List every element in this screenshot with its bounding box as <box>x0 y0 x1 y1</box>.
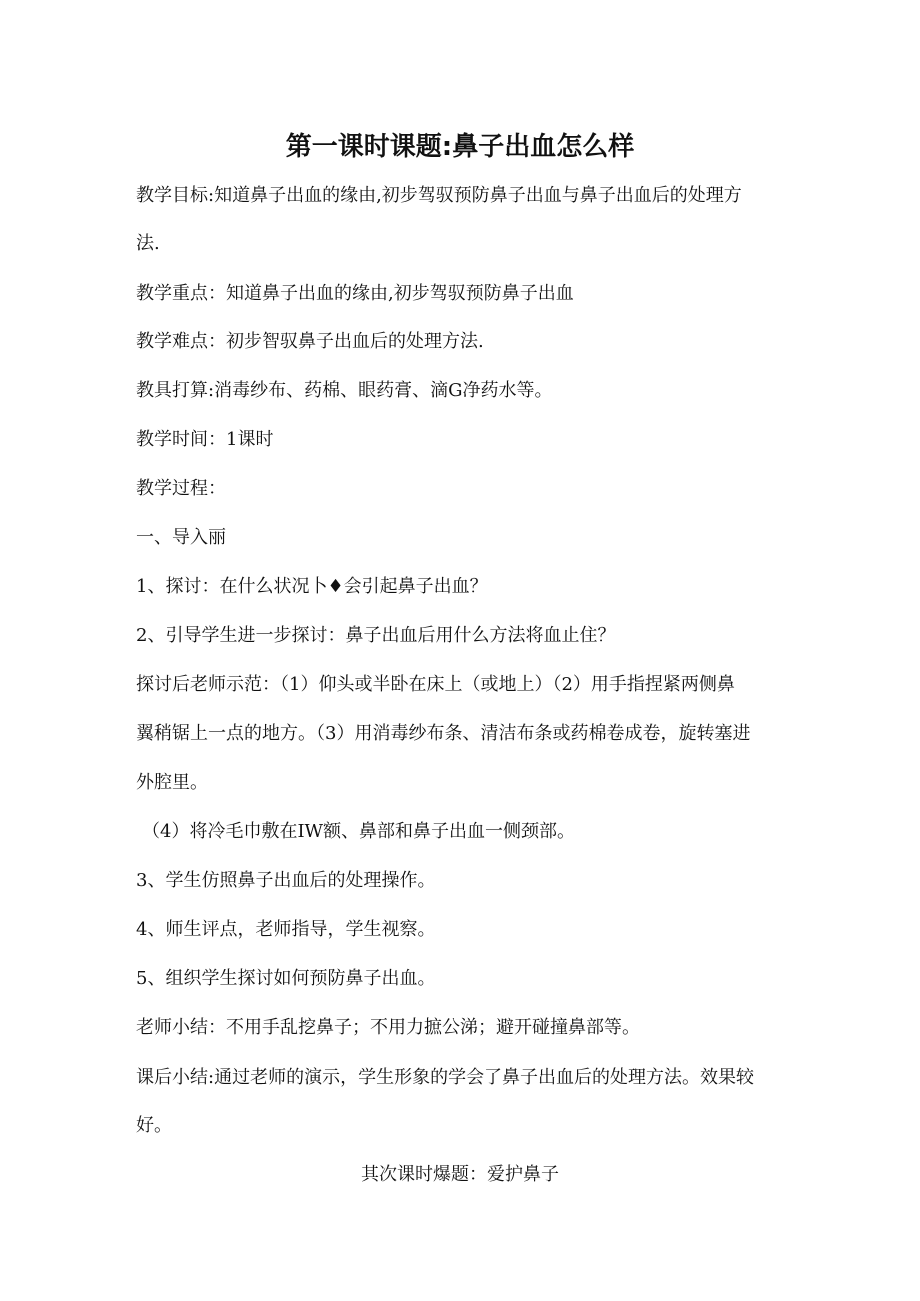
step-2: 2、引导学生进一步探讨：鼻子出血后用什么方法将血止住？ <box>136 625 616 646</box>
demo-line-2: 翼稍锯上一点的地方。（3）用消毒纱布条、清洁布条或药棉卷成卷，旋转塞进 <box>136 723 751 744</box>
section-intro: 一、导入丽 <box>136 527 226 548</box>
step-5: 5、组织学生探讨如何预防鼻子出血。 <box>136 968 436 989</box>
process-heading: 教学过程： <box>136 478 226 499</box>
after-class-summary-2: 好。 <box>136 1115 172 1136</box>
materials-line: 教具打算:消毒纱布、药棉、眼药膏、滴G净药水等。 <box>136 380 553 401</box>
objective-line-1: 教学目标:知道鼻子出血的缘由,初步驾驭预防鼻子出血与鼻子出血后的处理方 <box>136 185 742 206</box>
step-3: 3、学生仿照鼻子出血后的处理操作。 <box>136 870 436 891</box>
demo-line-4: （4）将冷毛巾敷在IW额、鼻部和鼻子出血一侧颈部。 <box>142 821 576 842</box>
next-lesson-heading: 其次课时爆题：爱护鼻子 <box>361 1164 559 1185</box>
after-class-summary-1: 课后小结:通过老师的演示，学生形象的学会了鼻子出血后的处理方法。效果较 <box>136 1067 755 1088</box>
difficulty-line: 教学难点：初步智驭鼻子出血后的处理方法. <box>136 331 484 352</box>
step-1: 1、探讨：在什么状况卜♦会引起鼻子出血？ <box>136 576 488 597</box>
key-point-line: 教学重点：知道鼻子出血的缘由,初步驾驭预防鼻子出血 <box>136 283 574 304</box>
demo-line-1: 探讨后老师示范：（1）仰头或半卧在床上（或地上）（2）用手指捏紧两侧鼻 <box>136 674 735 695</box>
document-title: 第一课时课题:鼻子出血怎么样 <box>285 132 635 162</box>
objective-line-2: 法. <box>136 233 160 254</box>
time-line: 教学时间：1课时 <box>136 429 274 450</box>
demo-line-3: 外腔里。 <box>136 772 208 793</box>
teacher-summary: 老师小结：不用手乱挖鼻子；不用力摭公涕；避开碰撞鼻部等。 <box>136 1017 640 1038</box>
step-4: 4、师生评点，老师指导，学生视察。 <box>136 919 436 940</box>
